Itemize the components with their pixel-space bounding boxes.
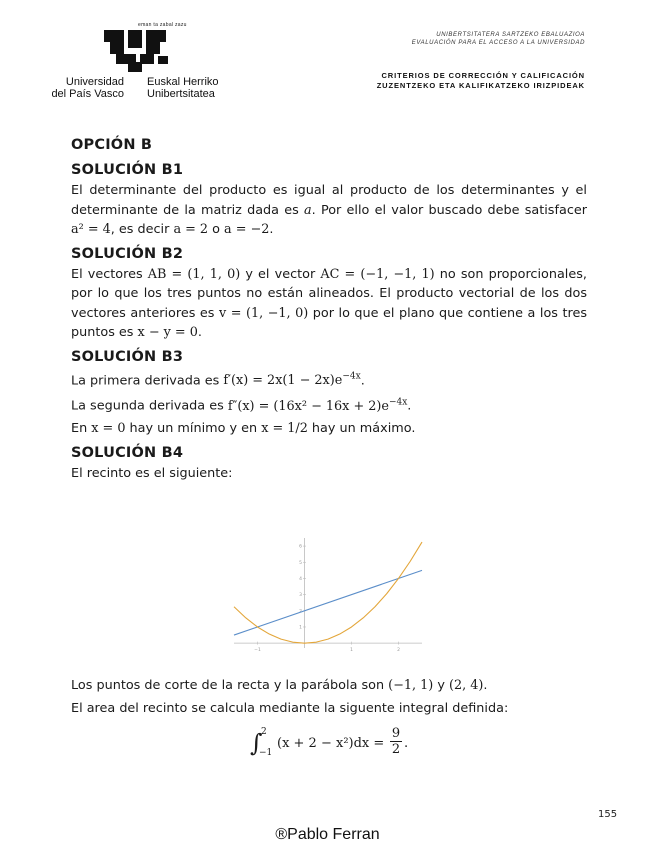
b4-cut-text-2: y bbox=[433, 678, 450, 693]
b3-line3-text-1: En bbox=[71, 421, 92, 437]
page-number: 155 bbox=[598, 809, 618, 820]
b3-line2-text: La segunda derivada es bbox=[71, 398, 228, 414]
b3-line2-math: $f''(x) = (16x^2 - 16x + 2)e^{-4x}$ bbox=[227, 397, 408, 414]
solutions-content bbox=[71, 134, 587, 486]
logo-left-text bbox=[30, 76, 124, 100]
b1-text-1: El determinante del producto es igual al producto de los determinantes y el determinante de la matriz dada es bbox=[71, 183, 587, 218]
b2-math-2: AC = (−1, −1, 1) bbox=[320, 266, 435, 282]
b4-cut-text-3: . bbox=[483, 678, 488, 693]
b3-line3-text-3: hay un máximo. bbox=[307, 421, 416, 437]
header-bold-line2: ZUZENTZEKO ETA KALIFIKATZEKO IRIZPIDEAK bbox=[376, 81, 585, 90]
heading-b4: SOLUCIÓN B4 bbox=[71, 444, 184, 461]
integral-fraction bbox=[390, 726, 402, 757]
y-tick-label: 2 bbox=[299, 609, 302, 615]
y-tick-label: 4 bbox=[299, 576, 302, 582]
fraction-numerator: 9 bbox=[391, 726, 401, 741]
heading-b2: SOLUCIÓN B2 bbox=[71, 245, 184, 262]
b1-text-4: o bbox=[208, 222, 225, 237]
b3-line-1: La primera derivada es $f'(x) = 2x(1 - 2x)e^{-4x}$. bbox=[71, 371, 365, 388]
heading-b1: SOLUCIÓN B1 bbox=[71, 162, 184, 178]
university-logo bbox=[30, 18, 240, 102]
b1-math-3: a = 2 bbox=[173, 222, 209, 237]
paragraph-b1 bbox=[71, 181, 587, 240]
b4-area-text: El area del recinto se calcula mediante la siguente integral definida: bbox=[71, 700, 509, 716]
logo-left-line1: Universidad bbox=[65, 76, 124, 88]
footer-credit: ®Pablo Ferran bbox=[275, 826, 380, 843]
integral-sign-icon: ∫ bbox=[250, 729, 263, 757]
b2-text-1: El vectores bbox=[71, 266, 148, 282]
b3-line1-math: $f'(x) = 2x(1 - 2x)e^{-4x}$ bbox=[223, 371, 361, 388]
b3-line-2: La segunda derivada es $f''(x) = (16x^2 - 16x + 2)e^{-4x}$. bbox=[71, 397, 412, 414]
x-tick-label: −1 bbox=[254, 648, 261, 654]
b1-text-2: . Por ello el valor buscado debe satisfacer bbox=[311, 202, 587, 218]
header-bold-line1: CRITERIOS DE CORRECCIÓN Y CALIFICACIÓN bbox=[381, 71, 585, 80]
integral-lower-limit: −1 bbox=[259, 748, 273, 758]
logo-right-line1: Euskal Herriko bbox=[147, 76, 219, 88]
b2-text-2: y el vector bbox=[240, 266, 321, 282]
upv-ehu-logo-icon bbox=[102, 28, 170, 74]
b1-math-2: a² = 4 bbox=[71, 222, 111, 237]
b4-cut-points bbox=[71, 676, 587, 696]
header-exam-name bbox=[412, 32, 585, 47]
header-criteria bbox=[377, 71, 585, 91]
b2-math-4: x − y = 0 bbox=[137, 325, 198, 340]
logo-motto: eman ta zabal zazu bbox=[138, 22, 187, 28]
y-tick-label: 5 bbox=[299, 560, 302, 566]
y-tick-label: 3 bbox=[299, 593, 302, 599]
page-title: OPCIÓN B bbox=[71, 137, 153, 153]
integral-period: . bbox=[404, 736, 409, 751]
heading-b3: SOLUCIÓN B3 bbox=[71, 348, 184, 365]
b2-math-3: v = (1, −1, 0) bbox=[218, 305, 309, 321]
b1-math-1: a bbox=[304, 202, 312, 218]
fraction-denominator: 2 bbox=[391, 742, 401, 757]
b4-cut-math-1: (−1, 1) bbox=[388, 678, 434, 693]
b3-line-3 bbox=[71, 419, 587, 439]
paragraph-b2 bbox=[71, 265, 587, 343]
b1-text-5: . bbox=[269, 222, 274, 237]
header-small-line1: UNIBERTSITATERA SARTZEKO EBALUAZIOA bbox=[436, 32, 585, 38]
b2-math-1: AB = (1, 1, 0) bbox=[147, 266, 241, 282]
b3-line3-math-2: x = 1/2 bbox=[261, 421, 308, 437]
y-tick-label: 6 bbox=[299, 544, 302, 550]
b2-text-4: por lo que el plano que contiene a los tres puntos es bbox=[71, 305, 587, 340]
x-tick-label: 2 bbox=[397, 648, 400, 654]
b1-math-4: a = −2 bbox=[224, 222, 270, 237]
b3-line3-math-1: x = 0 bbox=[91, 421, 126, 437]
x-tick-label: 1 bbox=[350, 648, 353, 654]
b3-line1-text: La primera derivada es bbox=[71, 372, 224, 388]
integral-body: (x + 2 − x²)dx = bbox=[277, 736, 385, 751]
logo-right-text bbox=[147, 76, 219, 100]
y-tick-label: 1 bbox=[299, 625, 302, 631]
line-series bbox=[234, 570, 422, 635]
b1-text-3: , es decir bbox=[110, 222, 174, 237]
b4-cut-math-2: (2, 4) bbox=[449, 678, 484, 693]
region-plot bbox=[228, 532, 428, 662]
b3-line3-text-2: hay un mínimo y en bbox=[125, 421, 262, 437]
integral-upper-limit: 2 bbox=[261, 727, 267, 737]
b2-text-3: no son proporcionales, por lo que los tres puntos no están alineados. El producto vectorial de los dos vectores anteriores es bbox=[71, 266, 587, 321]
parabola-series bbox=[234, 542, 422, 643]
b4-conclusion bbox=[71, 676, 587, 721]
b2-text-5: . bbox=[197, 325, 202, 340]
b4-intro: El recinto es el siguiente: bbox=[71, 465, 233, 481]
header-small-line2: EVALUACIÓN PARA EL ACCESO A LA UNIVERSIDAD bbox=[411, 39, 585, 46]
logo-right-line2: Unibertsitatea bbox=[147, 88, 215, 100]
logo-left-line2: del País Vasco bbox=[51, 88, 124, 100]
b4-cut-text-1: Los puntos de corte de la recta y la parábola son bbox=[71, 678, 389, 693]
